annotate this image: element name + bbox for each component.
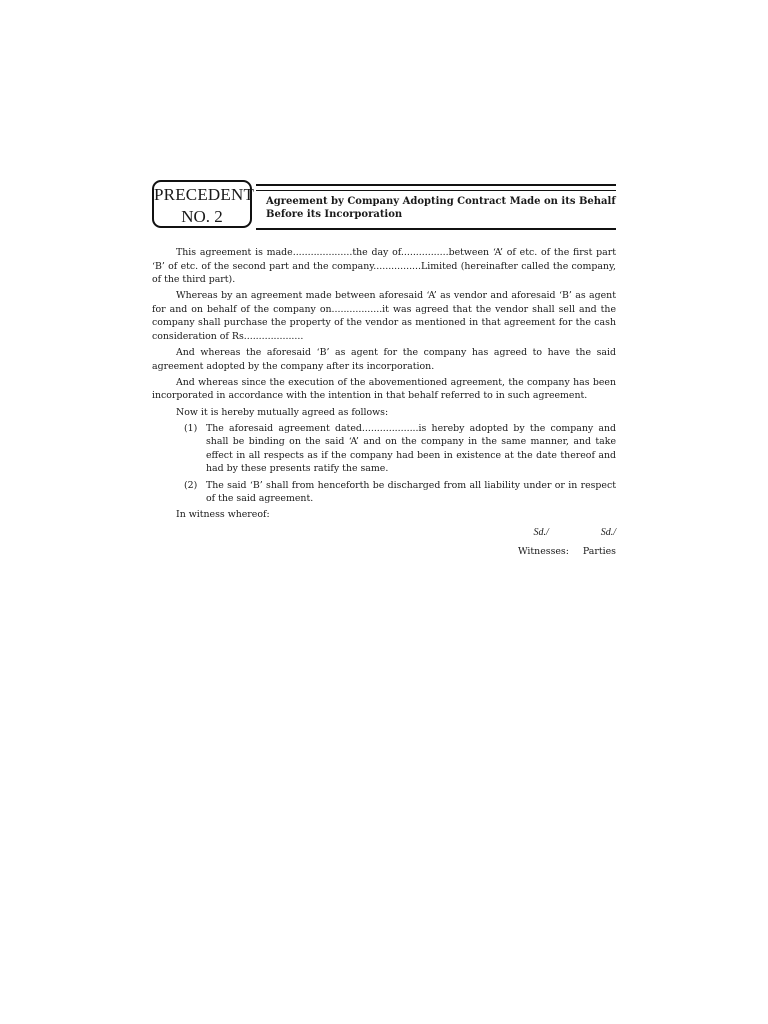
document-body xyxy=(152,246,616,560)
clause-list xyxy=(152,422,616,506)
precedent-badge xyxy=(152,180,255,228)
title-line-2: Before its Incorporation xyxy=(266,209,403,220)
badge-line-2: NO. 2 xyxy=(181,207,223,226)
witnesses-label: Witnesses: xyxy=(517,546,569,558)
document-title xyxy=(266,195,616,221)
clause-text: The said ‘B’ shall from henceforth be discharged from all liability under or in respect of the said agreement. xyxy=(206,479,616,505)
clause-text: The aforesaid agreement dated...................is hereby adopted by the company and shall be binding on the said ‘A’ and on the company in the same manner, and take effect in all respects as if the company had been in existence at the date thereof and had by these presents ratify the same. xyxy=(206,422,616,475)
clause-number: (2) xyxy=(184,479,198,491)
parties-label: Parties xyxy=(582,546,616,558)
header-rule-bottom xyxy=(256,228,616,230)
clause-item xyxy=(152,422,616,476)
closing-line: In witness whereof: xyxy=(176,509,270,521)
title-line-1: Agreement by Company Adopting Contract Made on its Behalf xyxy=(266,196,616,207)
party-signature: Sd./ xyxy=(600,527,616,539)
paragraph-preamble: This agreement is made....................the day of................between ‘A’ of etc. of the first part ‘B’ of etc. of the second part and the company................Limited (hereinafter called the company, of the third part). xyxy=(152,247,616,286)
precedent-header xyxy=(152,180,616,232)
header-rule-top xyxy=(256,184,616,191)
paragraph-whereas-3: And whereas since the execution of the abovementioned agreement, the company has been incorporated in accordance with the intention in that behalf referred to in such agreement. xyxy=(152,376,616,402)
clause-item xyxy=(152,479,616,506)
paragraph-whereas-1: Whereas by an agreement made between aforesaid ‘A’ as vendor and aforesaid ‘B’ as agent for and on behalf of the company on.................it was agreed that the vendor shall sell and the company shall purchase the property of the vendor as mentioned in that agreement for the cash consideration of Rs.................... xyxy=(152,290,616,343)
clause-number: (1) xyxy=(184,422,198,434)
paragraph-agreed: Now it is hereby mutually agreed as follows: xyxy=(176,406,389,418)
signature-label-row xyxy=(152,543,616,560)
signature-sd-row xyxy=(152,524,616,541)
witness-signature: Sd./ xyxy=(533,527,549,539)
badge-line-1: PRECEDENT xyxy=(154,185,255,204)
paragraph-whereas-2: And whereas the aforesaid ‘B’ as agent for the company has agreed to have the said agreement adopted by the company after its incorporation. xyxy=(152,347,616,372)
precedent-document xyxy=(152,180,616,560)
